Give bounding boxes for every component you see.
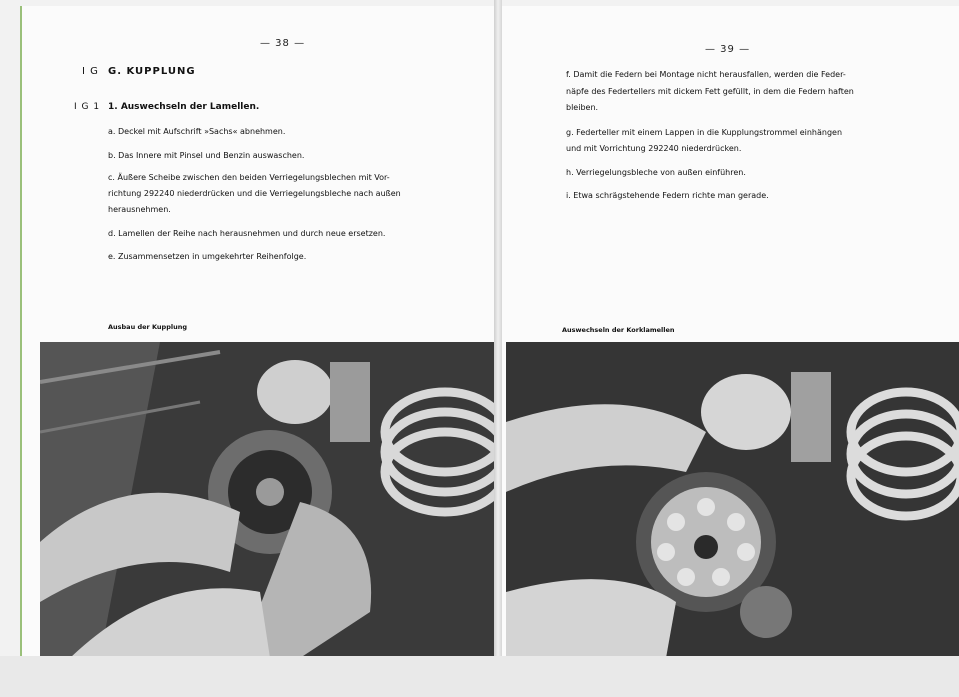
step-f-line2: näpfe des Federtellers mit dickem Fett gefüllt, in dem die Federn haften [566,87,854,96]
step-c-line1: c. Äußere Scheibe zwischen den beiden Verriegelungsblechen mit Vor- [108,173,390,182]
engine-photo-cork-plates [506,342,959,656]
section-code: I G [82,66,99,77]
left-page [20,6,497,656]
step-e: e. Zusammensetzen in umgekehrter Reihenfolge. [108,252,307,261]
step-c-line2: richtung 292240 niederdrücken und die Verriegelungsbleche nach außen [108,189,401,198]
step-g-line2: und mit Vorrichtung 292240 niederdrücken. [566,144,742,153]
step-f-line3: bleiben. [566,103,599,112]
engine-photo-clutch-removal [40,342,495,656]
subsection-title: 1. Auswechseln der Lamellen. [108,102,260,112]
subsection-code: I G 1 [74,102,101,112]
step-h: h. Verriegelungsbleche von außen einführen. [566,168,746,177]
step-b: b. Das Innere mit Pinsel und Benzin auswaschen. [108,151,305,160]
step-a: a. Deckel mit Aufschrift »Sachs« abnehmen. [108,127,286,136]
photo-caption: Ausbau der Kupplung [108,323,187,331]
step-d: d. Lamellen der Reihe nach herausnehmen und durch neue ersetzen. [108,229,386,238]
scan-background [0,656,959,697]
book-gutter [494,0,502,697]
step-i: i. Etwa schrägstehende Federn richte man gerade. [566,191,769,200]
photo-caption: Auswechseln der Korklamellen [562,326,675,334]
section-title: G. KUPPLUNG [108,66,196,77]
page-number: — 39 — [705,44,751,55]
step-c-line3: herausnehmen. [108,205,171,214]
step-f-line1: f. Damit die Federn bei Montage nicht herausfallen, werden die Feder- [566,70,846,79]
page-number: — 38 — [260,38,306,49]
right-page [500,6,959,656]
step-g-line1: g. Federteller mit einem Lappen in die Kupplungstrommel einhängen [566,128,843,137]
